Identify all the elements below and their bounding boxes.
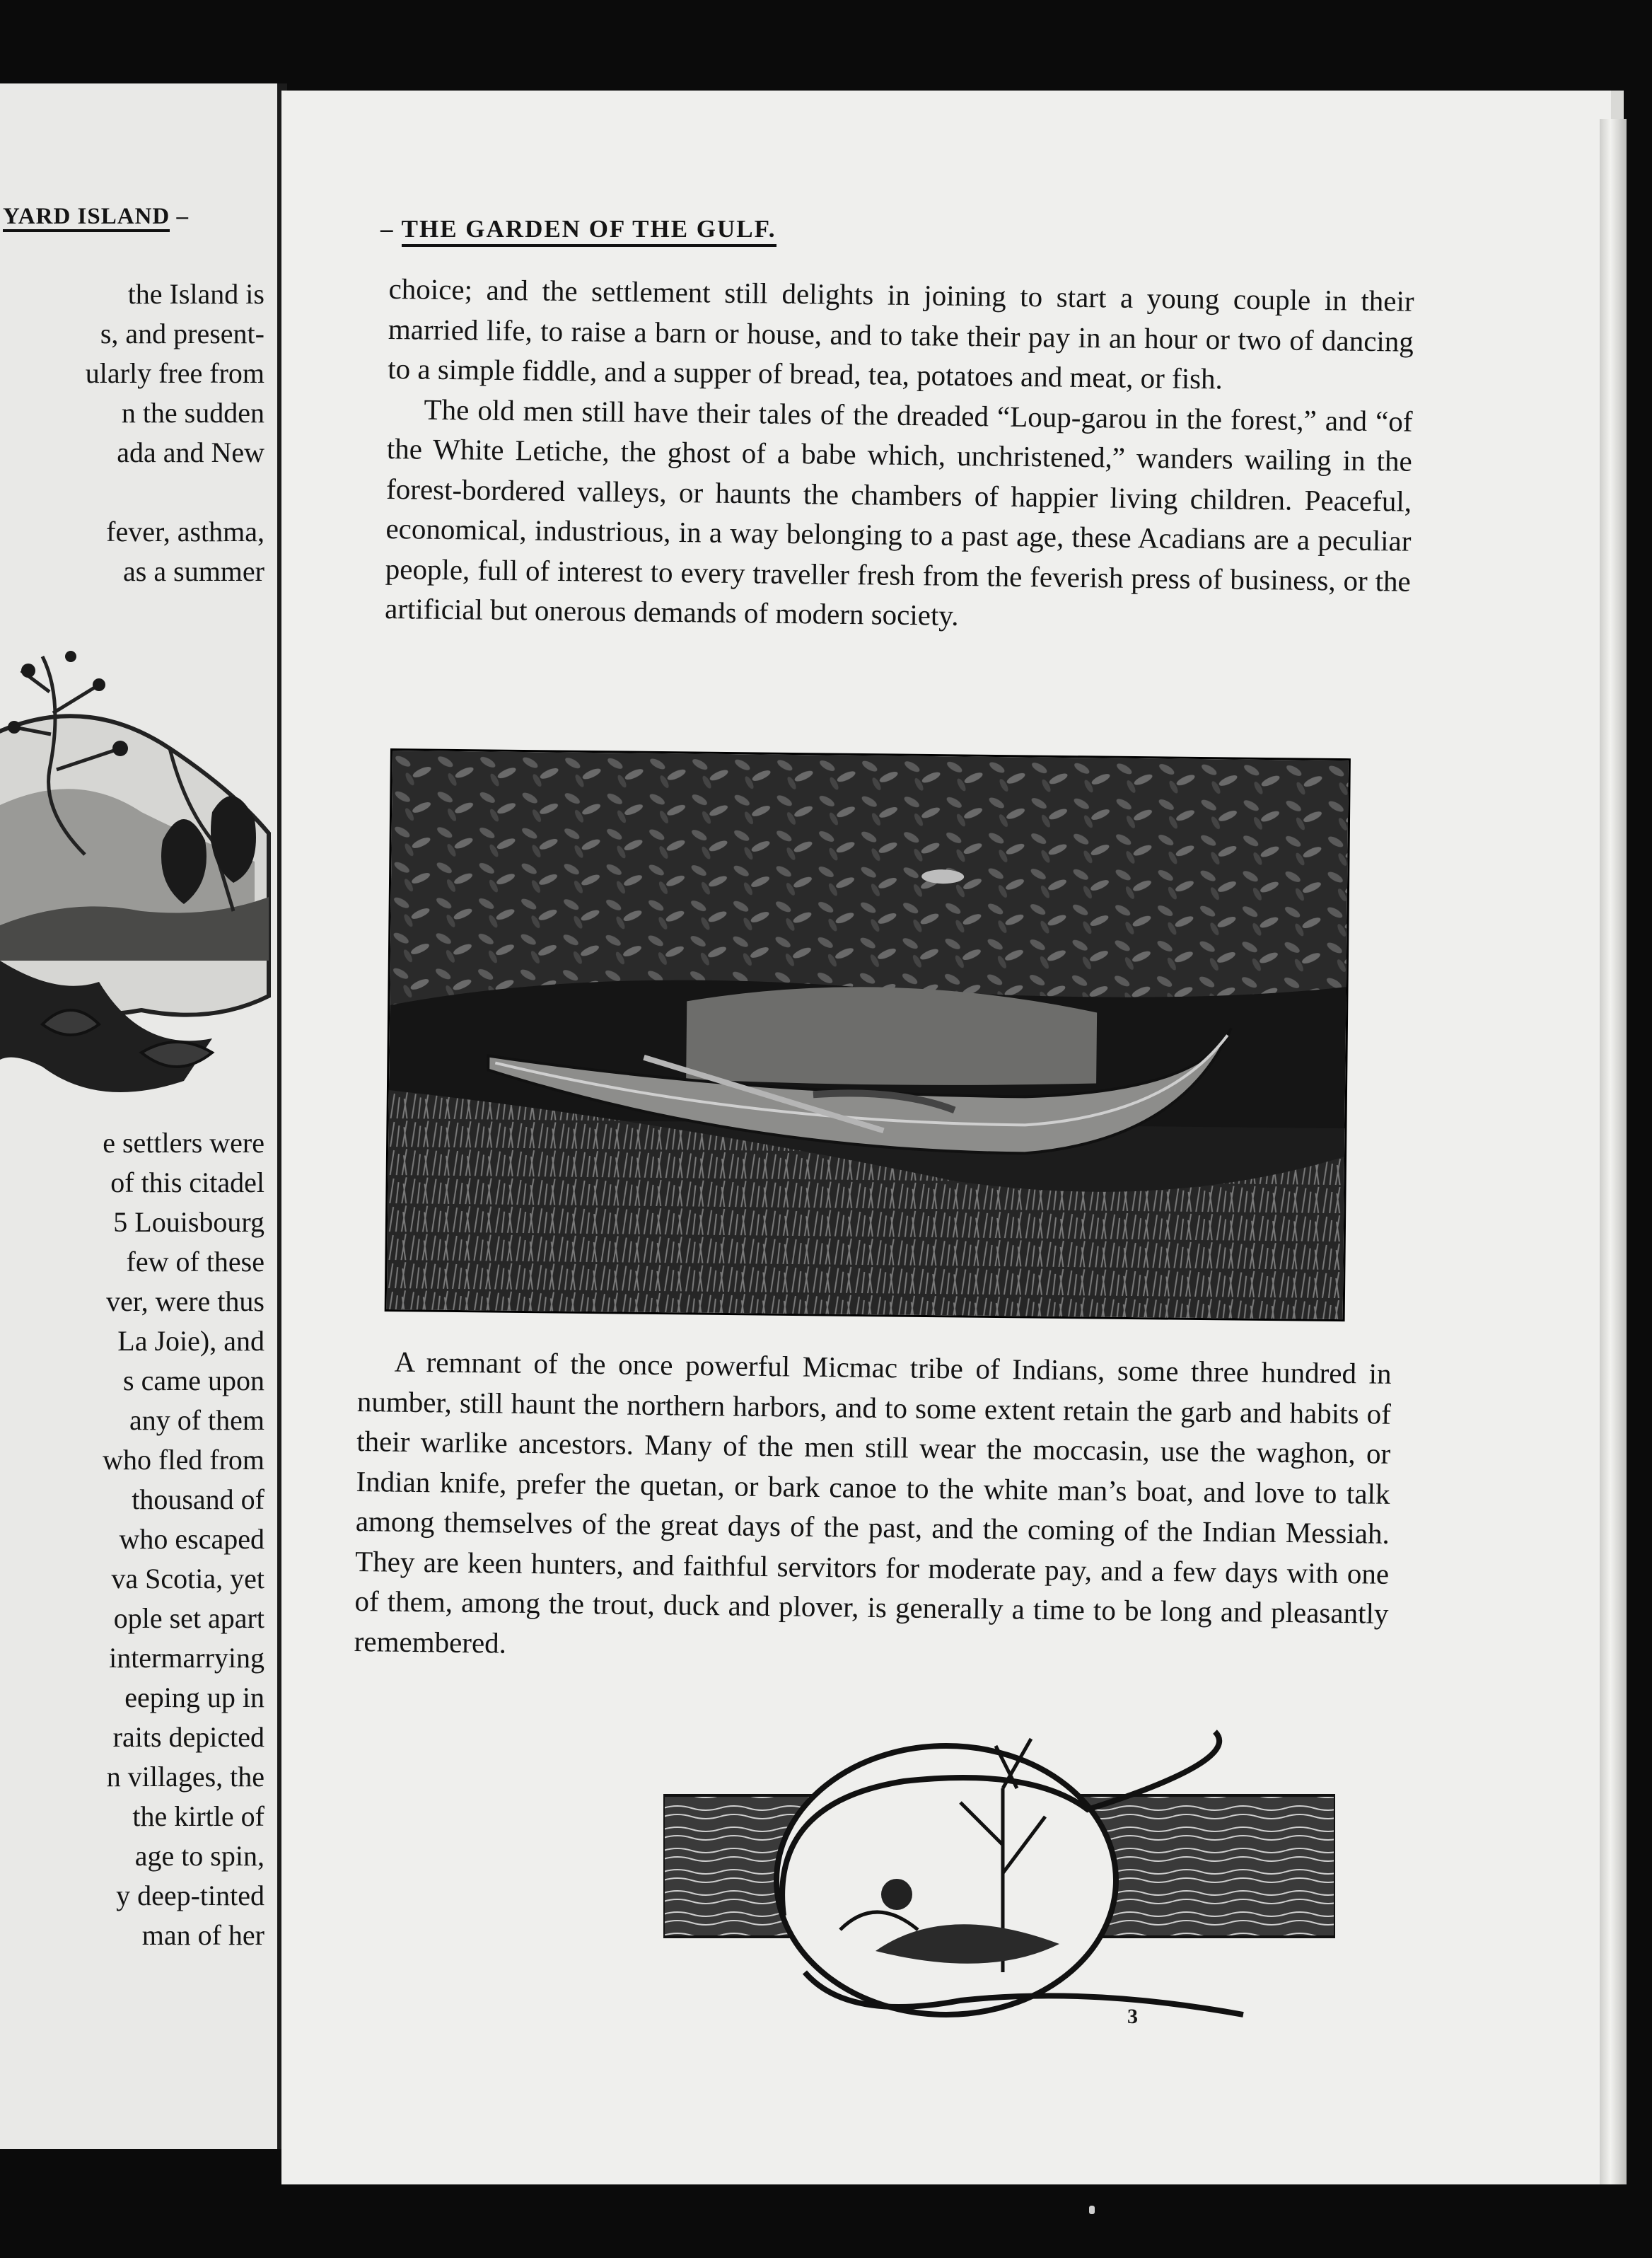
left-text-line: fever, asthma, <box>106 516 264 548</box>
left-text-line: as a summer <box>123 555 264 587</box>
left-running-head: YARD ISLAND – <box>3 204 189 230</box>
left-text-line: intermarrying <box>109 1642 264 1674</box>
left-text-line: raits depicted <box>112 1721 264 1753</box>
lower-paragraph <box>354 1341 1391 1674</box>
left-text-line: ople set apart <box>113 1602 264 1634</box>
paragraph-2: The old men still have their tales of the dreaded “Loup-garou in the forest,” and “of the White Letiche, the ghost of a babe which, unchristened,” wanders wailing in the forest-bordered valleys, or haunts the chambers of happier living children. Peaceful, economical, industrious, in a way belonging to a past age, these Acadians are a peculiar people, full of interest to every traveller fresh from the feverish press of business, or the artificial but onerous demands of modern society. <box>384 393 1413 632</box>
left-text-line: man of her <box>141 1919 264 1951</box>
decorative-tailpiece-illustration <box>663 1718 1335 2029</box>
canoe-photo-image <box>387 751 1349 1319</box>
left-landscape-illustration <box>0 628 277 1123</box>
right-page <box>281 91 1624 2184</box>
left-upper-text <box>86 274 264 591</box>
left-text-line: the kirtle of <box>132 1800 264 1832</box>
left-page <box>0 83 287 2149</box>
left-text-line: age to spin, <box>134 1840 264 1872</box>
left-lower-text <box>103 1123 264 1955</box>
left-text-line: ada and New <box>117 436 264 468</box>
running-head-title: THE GARDEN OF THE GULF. <box>402 215 776 247</box>
page-number: 3 <box>1127 2005 1138 2028</box>
page-edge <box>1600 119 1627 2184</box>
left-text-line: s came upon <box>123 1365 264 1396</box>
left-text-line: ularly free from <box>85 357 264 389</box>
left-text-line: n the sudden <box>121 397 264 429</box>
left-text-line: few of these <box>126 1246 264 1278</box>
left-text-line: any of them <box>129 1404 264 1436</box>
left-text-line: y deep-tinted <box>116 1880 264 1911</box>
left-text-line: eeping up in <box>124 1681 264 1713</box>
left-header-text: YARD ISLAND <box>3 204 170 232</box>
left-text-line: who escaped <box>119 1523 264 1555</box>
paragraph-3: A remnant of the once powerful Micmac tribe of Indians, some three hundred in number, still haunt the northern harbors, and to some extent retain the garb and habits of their warlike ancestors. Many of the men still wear the moccasin, use the waghon, or Indian knife, prefer the quetan, or bark canoe to the white man’s boat, and love to talk among themselves of the great days of the past, and the coming of the Indian Messiah. They are keen hunters, and faithful servitors for moderate pay, and a few days with one of them, among the trout, duck and plover, is generally a time to be long and pleasantly remembered. <box>354 1345 1392 1660</box>
running-head: – THE GARDEN OF THE GULF. <box>380 215 776 243</box>
left-text-line: ver, were thus <box>106 1285 264 1317</box>
upper-paragraphs <box>385 269 1414 641</box>
left-text-line: the Island is <box>127 278 264 310</box>
left-text-line: e settlers were <box>103 1127 264 1159</box>
scan-speck <box>1089 2206 1095 2214</box>
left-text-line: n villages, the <box>106 1761 264 1793</box>
canoe-photograph <box>385 748 1351 1321</box>
left-text-line: of this citadel <box>110 1166 264 1198</box>
left-text-line: s, and present- <box>100 318 264 349</box>
left-text-line: La Joie), and <box>117 1325 264 1357</box>
paragraph-1: choice; and the settlement still delights in joining to start a young couple in their married life, to raise a barn or house, and to take their pay in an hour or two of dancing to a simple fiddle, and a supper of bread, tea, potatoes and meat, or fish. <box>387 272 1414 395</box>
left-text-line: who fled from <box>103 1444 264 1476</box>
left-text-line: thousand of <box>132 1483 264 1515</box>
left-text-line: 5 Louisbourg <box>113 1206 264 1238</box>
left-text-line: va Scotia, yet <box>111 1563 264 1594</box>
left-text-line <box>86 473 264 512</box>
